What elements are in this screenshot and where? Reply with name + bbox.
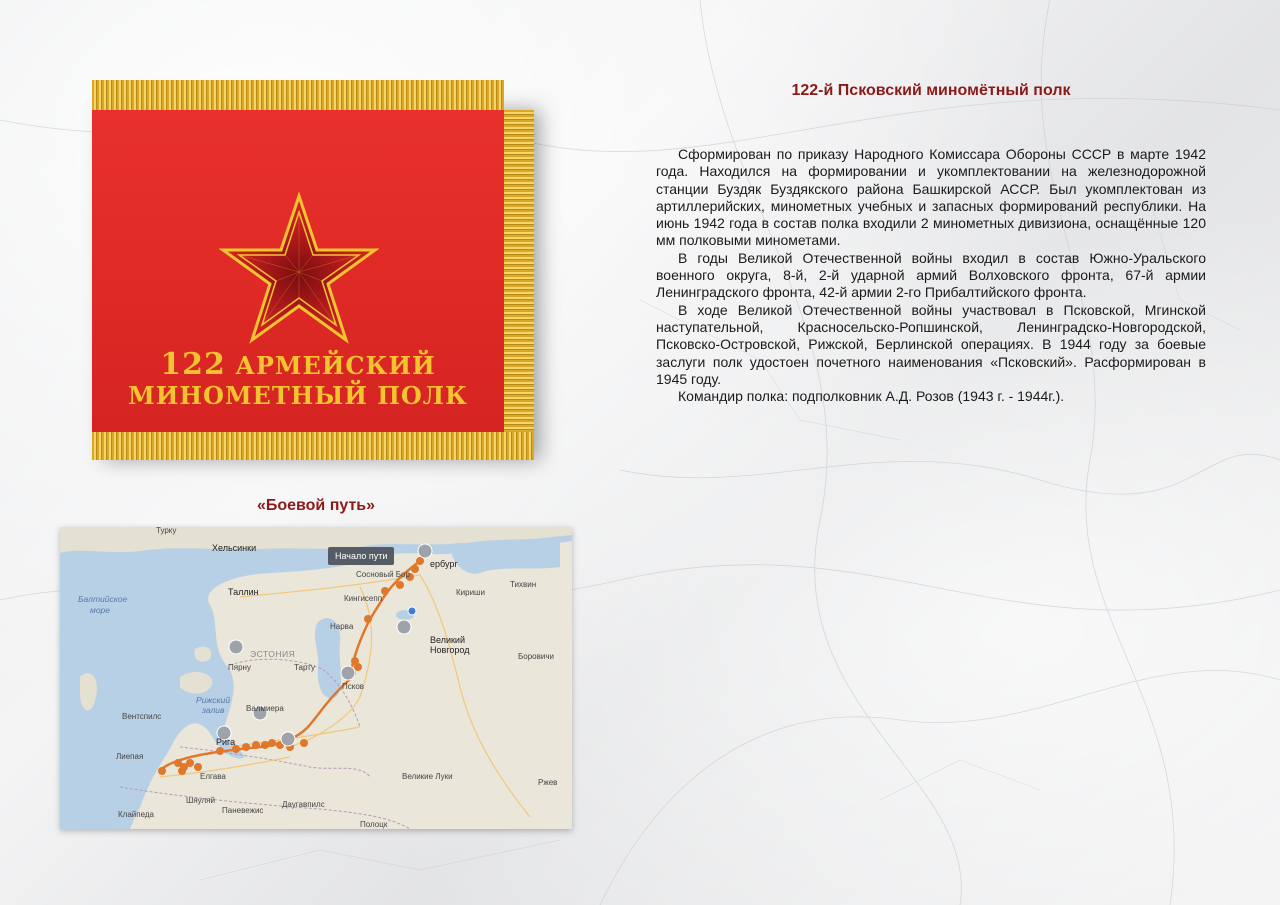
map-label-sosnovy-bor: Сосновый Бор	[356, 570, 410, 579]
map-label-daugavpils: Даугавпилс	[282, 800, 325, 809]
map-label-narva: Нарва	[330, 622, 354, 631]
map-label-valmiera: Валмиера	[246, 704, 284, 713]
banner-inscription	[92, 347, 504, 411]
article-paragraph: В годы Великой Отечественной войны входил в состав Южно-Уральского военного округа, 8-й, 2-й ударной армий Волховского фронта, 67-й армии Ленинградского фронта, 42-й армии 2-го Прибалтийского фронта.	[656, 249, 1206, 301]
map-label-rzhev: Ржев	[538, 778, 558, 787]
article-paragraph: Командир полка: подполковник А.Д. Розов (1943 г. - 1944г.).	[678, 388, 1065, 405]
map-label-tikhvin: Тихвин	[510, 580, 537, 589]
map-caption: «Боевой путь»	[256, 497, 376, 514]
map-label-kirishi: Кириши	[456, 588, 485, 597]
article-paragraph: В ходе Великой Отечественной войны участвовал в Псковской, Мгинской наступательной, Красносельско-Ропшинской, Ленинградско-Новгородской, Псковско-Островской, Рижской, Берлинской операциях. В 1944 году за боевые заслуги полк удостоен почетного наименования «Псковский». Расформирован в 1945 году.	[656, 301, 1206, 387]
article-title: 122-й Псковский миномётный полк	[791, 82, 1071, 99]
map-label-gulf-1: Рижский	[196, 695, 230, 705]
map-label-velikiy-1: Великий	[430, 635, 465, 645]
map-label-baltic-sea-1: Балтийское	[78, 594, 128, 604]
route-start-tooltip[interactable]: Начало пути	[328, 547, 394, 565]
article-paragraph: Сформирован по приказу Народного Комиссара Обороны СССР в марте 1942 года. Находился на формировании и укомплектовании на железнодорожной станции Буздяк Буздякского района Башкирской АССР. Был укомплектован из артиллерийских, минометных учебных и запасных формирований республики. На июнь 1942 года в состав полка входили 2 минометных дивизиона, оснащённые 120 мм полковыми минометами.	[656, 146, 1206, 249]
map-label-turku: Турку	[156, 527, 177, 535]
banner-line1: АРМЕЙСКИЙ	[235, 351, 436, 380]
map-label-helsinki: Хельсинки	[212, 543, 257, 553]
map-label-panevezys: Паневежис	[222, 806, 264, 815]
banner-cloth	[92, 110, 504, 432]
map-label-shauliai: Шяуляй	[186, 796, 215, 805]
map-label-gulf-2: залив	[202, 705, 225, 715]
map-label-jelgava: Елгава	[200, 772, 226, 781]
map-label-tallinn: Таллин	[228, 587, 259, 597]
map-label-estonia: ЭСТОНИЯ	[250, 649, 296, 659]
map-label-liepaja: Лиепая	[116, 752, 144, 761]
banner-number: 122	[160, 347, 226, 382]
map-label-ventspils: Вентспилс	[122, 712, 162, 721]
map-label-pskov: Псков	[342, 682, 365, 691]
map-label-spb: ербург	[430, 559, 458, 569]
banner-line2: МИНОМЕТНЫЙ ПОЛК	[128, 381, 468, 410]
article-body	[656, 146, 1206, 405]
map-label-velikiy-2: Новгород	[430, 645, 470, 655]
map-label-borovichi: Боровичи	[518, 652, 554, 661]
map-label-pyarnu: Пярну	[228, 663, 251, 672]
map-label-kingisepp: Кингисепп	[344, 594, 383, 603]
map-label-riga: Рига	[216, 737, 236, 747]
red-star-icon	[219, 192, 379, 344]
map-label-velikie-luki: Великие Луки	[402, 772, 453, 781]
map-label-klaipeda: Клайпеда	[118, 810, 154, 819]
banner-fringe-bottom	[92, 432, 534, 460]
battle-route-map[interactable]	[60, 527, 572, 829]
regiment-banner	[92, 80, 540, 460]
banner-fringe-right	[504, 110, 534, 432]
map-label-tartu: Тарту	[294, 663, 316, 672]
map-label-baltic-sea-2: море	[90, 605, 111, 615]
banner-fringe-top	[92, 80, 504, 110]
map-label-polotsk: Полоцк	[360, 820, 388, 829]
